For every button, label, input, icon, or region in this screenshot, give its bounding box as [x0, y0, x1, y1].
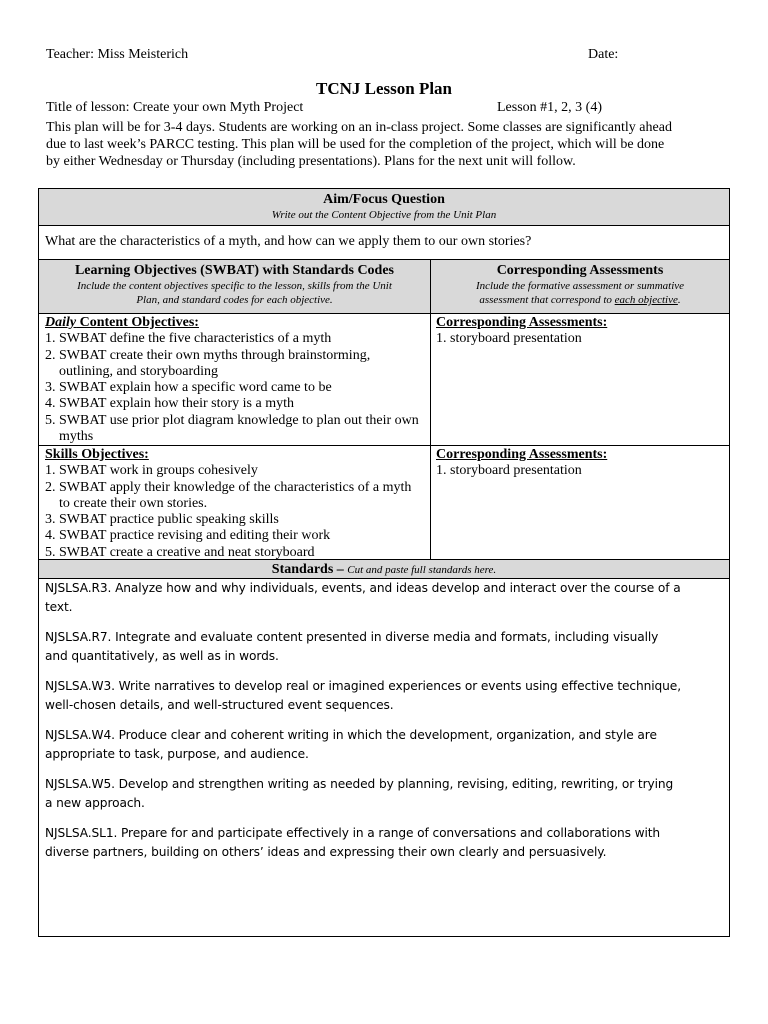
standards-list [45, 579, 725, 873]
aim-question: What are the characteristics of a myth, and how can we apply them to our own stories? [45, 234, 532, 249]
standard-paragraph: NJSLSA.W3. Write narratives to develop real or imagined experiences or events using effective technique, well-chosen details, and well-structured event sequences. [45, 679, 681, 712]
standard-paragraph: NJSLSA.W4. Produce clear and coherent writing in which the development, organization, and style are appropriate to task, purpose, and audience. [45, 728, 657, 761]
skill-item: 1. SWBAT work in groups cohesively [45, 463, 258, 479]
objectives-header-row [39, 260, 729, 314]
intro-line: due to last week’s PARCC testing. This plan will be used for the completion of the project, which will be done [46, 137, 665, 152]
objectives-instruction: Plan, and standard codes for each objective. [136, 294, 333, 306]
lesson-plan-table [38, 188, 730, 937]
skills-objectives-heading: Skills Objectives: [45, 447, 149, 462]
content-assessments-heading: Corresponding Assessments: [436, 315, 608, 330]
standard-paragraph: NJSLSA.R3. Analyze how and why individuals, events, and ideas develop and interact over the course of a text. [45, 581, 681, 614]
standards-header-row [39, 560, 729, 579]
intro-paragraph [46, 119, 736, 170]
skill-item: 4. SWBAT practice revising and editing their work [45, 528, 331, 544]
standard-paragraph: NJSLSA.SL1. Prepare for and participate effectively in a range of conversations and collaborations with diverse partners, building on others’ ideas and expressing their own clearly and persuasively. [45, 826, 661, 859]
aim-question-row [39, 226, 729, 260]
content-assessments-cell [436, 314, 729, 445]
assessments-heading: Corresponding Assessments [496, 263, 664, 278]
skill-item: 3. SWBAT practice public speaking skills [45, 512, 279, 528]
objectives-header-left [39, 260, 430, 313]
objective-item: 2. SWBAT create their own myths through brainstorming, [45, 347, 371, 363]
aim-instruction: Write out the Content Objective from the Unit Plan [271, 209, 497, 221]
aim-header-row [39, 189, 729, 226]
objectives-instruction: Include the content objectives specific to the lesson, skills from the Unit [77, 280, 392, 292]
date-label: Date: [588, 47, 619, 62]
content-objectives-cell [45, 314, 430, 445]
assessments-header-right [431, 260, 729, 313]
skills-objectives-cell [45, 446, 430, 559]
aim-heading: Aim/Focus Question [323, 192, 445, 207]
skill-item: to create their own stories. [59, 495, 208, 511]
standard-paragraph: NJSLSA.W5. Develop and strengthen writing as needed by planning, revising, editing, rewriting, or trying a new approach. [45, 777, 674, 810]
objective-item: myths [59, 429, 94, 445]
objective-item: 3. SWBAT explain how a specific word came to be [45, 380, 332, 396]
objective-item: outlining, and storyboarding [59, 363, 219, 379]
objective-item: 1. SWBAT define the five characteristics of a myth [45, 331, 332, 347]
content-objectives-heading: Daily Content Objectives: [45, 315, 199, 330]
lesson-number: Lesson #1, 2, 3 (4) [497, 100, 602, 115]
assessment-item: 1. storyboard presentation [436, 331, 582, 347]
objective-item: 5. SWBAT use prior plot diagram knowledge to plan out their own [45, 412, 419, 428]
standards-body [39, 579, 729, 936]
teacher-label: Teacher: Miss Meisterich [46, 47, 189, 62]
skills-objectives-row [39, 446, 729, 560]
standards-instruction: Cut and paste full standards here. [347, 564, 497, 576]
assessments-instruction: assessment that correspond to each objective. [479, 294, 681, 306]
objective-item: 4. SWBAT explain how their story is a myth [45, 396, 294, 412]
standard-paragraph: NJSLSA.R7. Integrate and evaluate content presented in diverse media and formats, including visually and quantitatively, as well as in words. [45, 630, 659, 663]
skills-assessments-cell [436, 446, 729, 559]
skill-item: 2. SWBAT apply their knowledge of the characteristics of a myth [45, 479, 412, 495]
page-title: TCNJ Lesson Plan [315, 79, 453, 98]
standards-heading: Standards – Cut and paste full standards here. [271, 562, 497, 577]
intro-line: by either Wednesday or Thursday (including presentations). Plans for the next unit will follow. [46, 154, 576, 169]
skill-item: 5. SWBAT create a creative and neat storyboard [45, 544, 315, 560]
lesson-title: Title of lesson: Create your own Myth Project [46, 100, 304, 115]
each-objective-emphasis: each objective [614, 294, 678, 306]
assessments-instruction: Include the formative assessment or summative [475, 280, 685, 292]
intro-line: This plan will be for 3-4 days. Students are working on an in-class project. Some classes are significantly ahead [46, 120, 672, 135]
objectives-heading: Learning Objectives (SWBAT) with Standards Codes [74, 263, 395, 278]
content-objectives-row [39, 314, 729, 446]
skills-assessments-heading: Corresponding Assessments: [436, 447, 608, 462]
assessment-item: 1. storyboard presentation [436, 463, 582, 479]
